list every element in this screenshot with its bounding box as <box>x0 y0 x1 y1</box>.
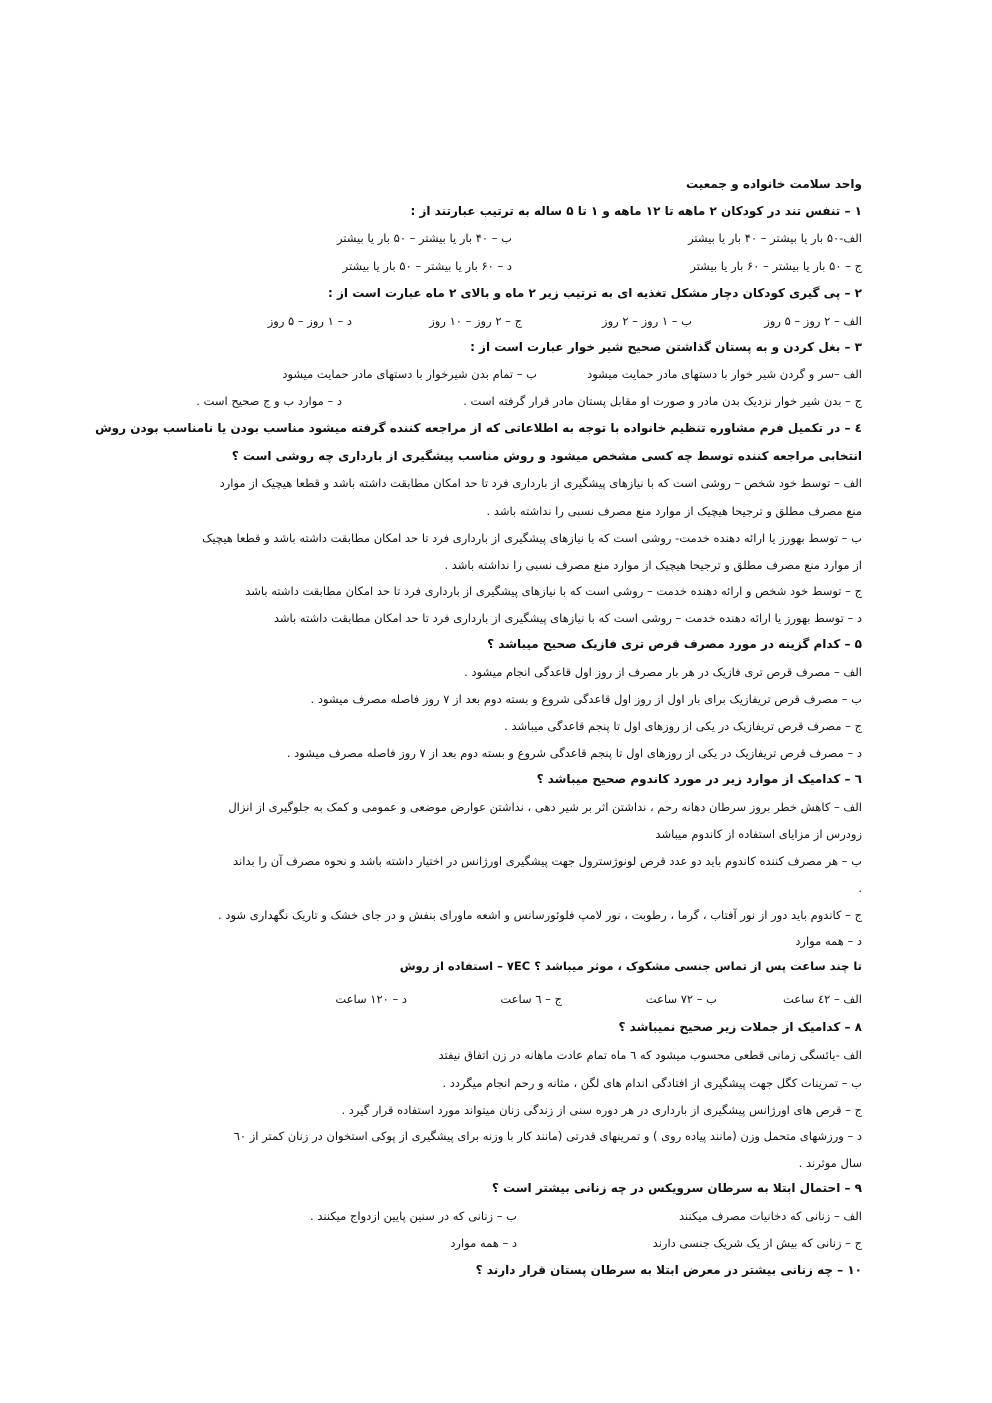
question-3: ۳ – بغل کردن و به پستان گذاشتن صحیح شیر خوار عبارت است از : <box>470 340 862 354</box>
q6-option-a-line-1: الف – کاهش خطر بروز سرطان دهانه رحم ، نداشتن اثر بر شیر دهی ، نداشتن عوارض موضعی و عمومی و کمک به جلوگیری از انزال <box>228 800 862 814</box>
q6-option-b-trailing: . <box>858 881 862 895</box>
q9-option-c: ج – زنانی که بیش از یک شریک جنسی دارند <box>652 1236 862 1250</box>
q4-option-d: د – توسط بهورز یا ارائه دهنده خدمت – روشی است که با نیازهای پیشگیری از بارداری فرد تا حد امکان مطابقت داشته باشد <box>273 611 862 625</box>
q1-option-d: د – ۶۰ بار یا بیشتر – ۵۰ بار یا بیشتر <box>342 259 512 273</box>
q4-option-b-line-1: ب – توسط بهورز یا ارائه دهنده خدمت- روشی است که با نیازهای پیشگیری از بارداری فرد تا حد امکان مطابقت داشته باشد و قطعا هیچیک <box>202 531 862 545</box>
question-5: ۵ – کدام گزینه در مورد مصرف قرص تری فازیک صحیح میباشد ؟ <box>487 637 862 651</box>
q8-option-c: ج – قرص های اورژانس پیشگیری از بارداری در هر دوره سنی از زندگی زنان میتواند مورد استفاده قرار گیرد . <box>341 1103 862 1117</box>
q7-option-d: د – ۱۲۰ ساعت <box>335 992 407 1006</box>
q5-option-d: د – مصرف قرص تریفازیک در یکی از روزهای اول تا پنجم قاعدگی شروع و بسته دوم بعد از ۷ روز فاصله مصرف میشود . <box>286 746 862 760</box>
q8-option-d-line-1: د – ورزشهای متحمل وزن (مانند پیاده روی ) و تمرینهای قدرتی (مانند کار با وزنه برای پیشگیری از پوکی استخوان در زنان کمتر از ٦۰ <box>233 1129 862 1143</box>
q8-option-d-line-2: سال موثرند . <box>798 1156 862 1170</box>
q8-option-a: الف -یائسگی زمانی قطعی محسوب میشود که ٦ ماه تمام عادت ماهانه در زن اتفاق نیفتد <box>438 1048 862 1062</box>
q3-option-c: ج – بدن شیر خوار نزدیک بدن مادر و صورت او مقابل پستان مادر قرار گرفته است . <box>463 394 862 408</box>
question-7-tail: استفاده از روش <box>399 959 494 973</box>
q9-option-d: د – همه موارد <box>450 1236 517 1250</box>
q6-option-c: ج – کاندوم باید دور از نور آفتاب ، گرما ، رطوبت ، نور لامپ فلوئورسانس و اشعه ماورای بنفش و در جای خشک و تاریک نگهداری شود . <box>218 908 862 922</box>
q5-option-c: ج – مصرف قرص تریفازیک در یکی از روزهای اول تا پنجم قاعدگی میباشد . <box>504 719 862 733</box>
q2-option-c: ج – ۲ روز – ۱۰ روز <box>429 314 522 328</box>
q4-option-a-line-2: منع مصرف مطلق و ترجیحا هیچیک از موارد منع مصرف نسبی را نداشته باشد . <box>486 504 862 518</box>
q9-option-b: ب – زنانی که در سنین پایین ازدواج میکنند . <box>310 1209 517 1223</box>
question-10: ۱۰ – چه زنانی بیشتر در معرض ابتلا به سرطان پستان قرار دارند ؟ <box>475 1263 862 1277</box>
question-2: ۲ – پی گیری کودکان دچار مشکل تغذیه ای به ترتیب زیر ۲ ماه و بالای ۲ ماه عبارت است از : <box>328 286 862 300</box>
question-4-line-2: انتخابی مراجعه کننده توسط چه کسی مشخص میشود و روش مناسب پیشگیری از بارداری چه روشی است ؟ <box>231 449 862 463</box>
document-header: واحد سلامت خانواده و جمعیت <box>686 177 862 191</box>
q6-option-b: ب – هر مصرف کننده کاندوم باید دو عدد قرص لونوژسترول جهت پیشگیری اورژانس در اختیار داشته باشد و نحوه مصرف آن را بداند <box>233 854 862 868</box>
q1-option-b: ب – ۴۰ بار یا بیشتر – ۵۰ بار یا بیشتر <box>336 231 512 245</box>
q4-option-c: ج – توسط خود شخص و ارائه دهنده خدمت – روشی است که با نیازهای پیشگیری از بارداری فرد تا حد امکان مطابقت داشته باشد <box>245 584 862 598</box>
question-7 <box>400 958 862 974</box>
question-6: ٦ – کدامیک از موارد زیر در مورد کاندوم صحیح میباشد ؟ <box>536 772 862 786</box>
q7-option-a: الف – ٤۲ ساعت <box>783 992 862 1006</box>
q3-option-b: ب – تمام بدن شیرخوار با دستهای مادر حمایت میشود <box>282 367 537 381</box>
q1-option-a: الف-۵۰ بار یا بیشتر – ۴۰ بار یا بیشتر <box>688 231 862 245</box>
q7-option-c: ج – ٦ ساعت <box>500 992 562 1006</box>
q9-option-a: الف – زنانی که دخانیات مصرف میکنند <box>678 1209 862 1223</box>
q4-option-b-line-2: از موارد منع مصرف مطلق و ترجیحا هیچیک از موارد منع مصرف نسبی را نداشته باشد . <box>444 558 862 572</box>
q2-option-d: د – ۱ روز – ۵ روز <box>267 314 352 328</box>
question-4-line-1: ٤ – در تکمیل فرم مشاوره تنظیم خانواده با توجه به اطلاعاتی که از مراجعه کننده گرفته میشود مناسب بودن یا نامناسب بودن روش <box>95 421 862 435</box>
q3-option-d: د – موارد ب و ج صحیح است . <box>196 394 342 408</box>
q2-option-b: ب – ۱ روز – ۲ روز <box>602 314 692 328</box>
q5-option-b: ب – مصرف قرص تریفازیک برای بار اول از روز اول قاعدگی شروع و بسته دوم بعد از ۷ روز فاصله مصرف میشود . <box>310 692 862 706</box>
question-7-code: ۷EC – <box>497 959 531 973</box>
q6-option-a-line-2: زودرس از مزایای استفاده از کاندوم میباشد <box>655 827 862 841</box>
question-9: ۹ – احتمال ابتلا به سرطان سرویکس در چه زنانی بیشتر است ؟ <box>491 1181 862 1195</box>
question-1: ۱ – تنفس تند در کودکان ۲ ماهه تا ۱۲ ماهه و ۱ تا ۵ ساله به ترتیب عبارتند از : <box>410 204 862 218</box>
q6-option-d: د – همه موارد <box>795 934 862 948</box>
q4-option-a-line-1: الف – توسط خود شخص – روشی است که با نیازهای پیشگیری از بارداری فرد تا حد امکان مطابقت داشته باشد و قطعا هیچیک از موارد <box>219 476 862 490</box>
question-7-text: تا چند ساعت پس از تماس جنسی مشکوک ، موثر میباشد ؟ <box>534 959 862 973</box>
q3-option-a: الف –سر و گردن شیر خوار با دستهای مادر حمایت میشود <box>587 367 862 381</box>
q5-option-a: الف – مصرف قرص تری فازیک در هر بار مصرف از روز اول قاعدگی انجام میشود . <box>464 665 862 679</box>
q1-option-c: ج – ۵۰ بار یا بیشتر – ۶۰ بار یا بیشتر <box>690 259 862 273</box>
q7-option-b: ب – ۷۲ ساعت <box>645 992 717 1006</box>
q2-option-a: الف – ۲ روز – ۵ روز <box>764 314 862 328</box>
question-8: ۸ – کدامیک از جملات زیر صحیح نمیباشد ؟ <box>618 1020 862 1034</box>
q8-option-b: ب – تمرینات کگل جهت پیشگیری از افتادگی اندام های لگن ، مثانه و رحم انجام میگردد . <box>442 1076 862 1090</box>
